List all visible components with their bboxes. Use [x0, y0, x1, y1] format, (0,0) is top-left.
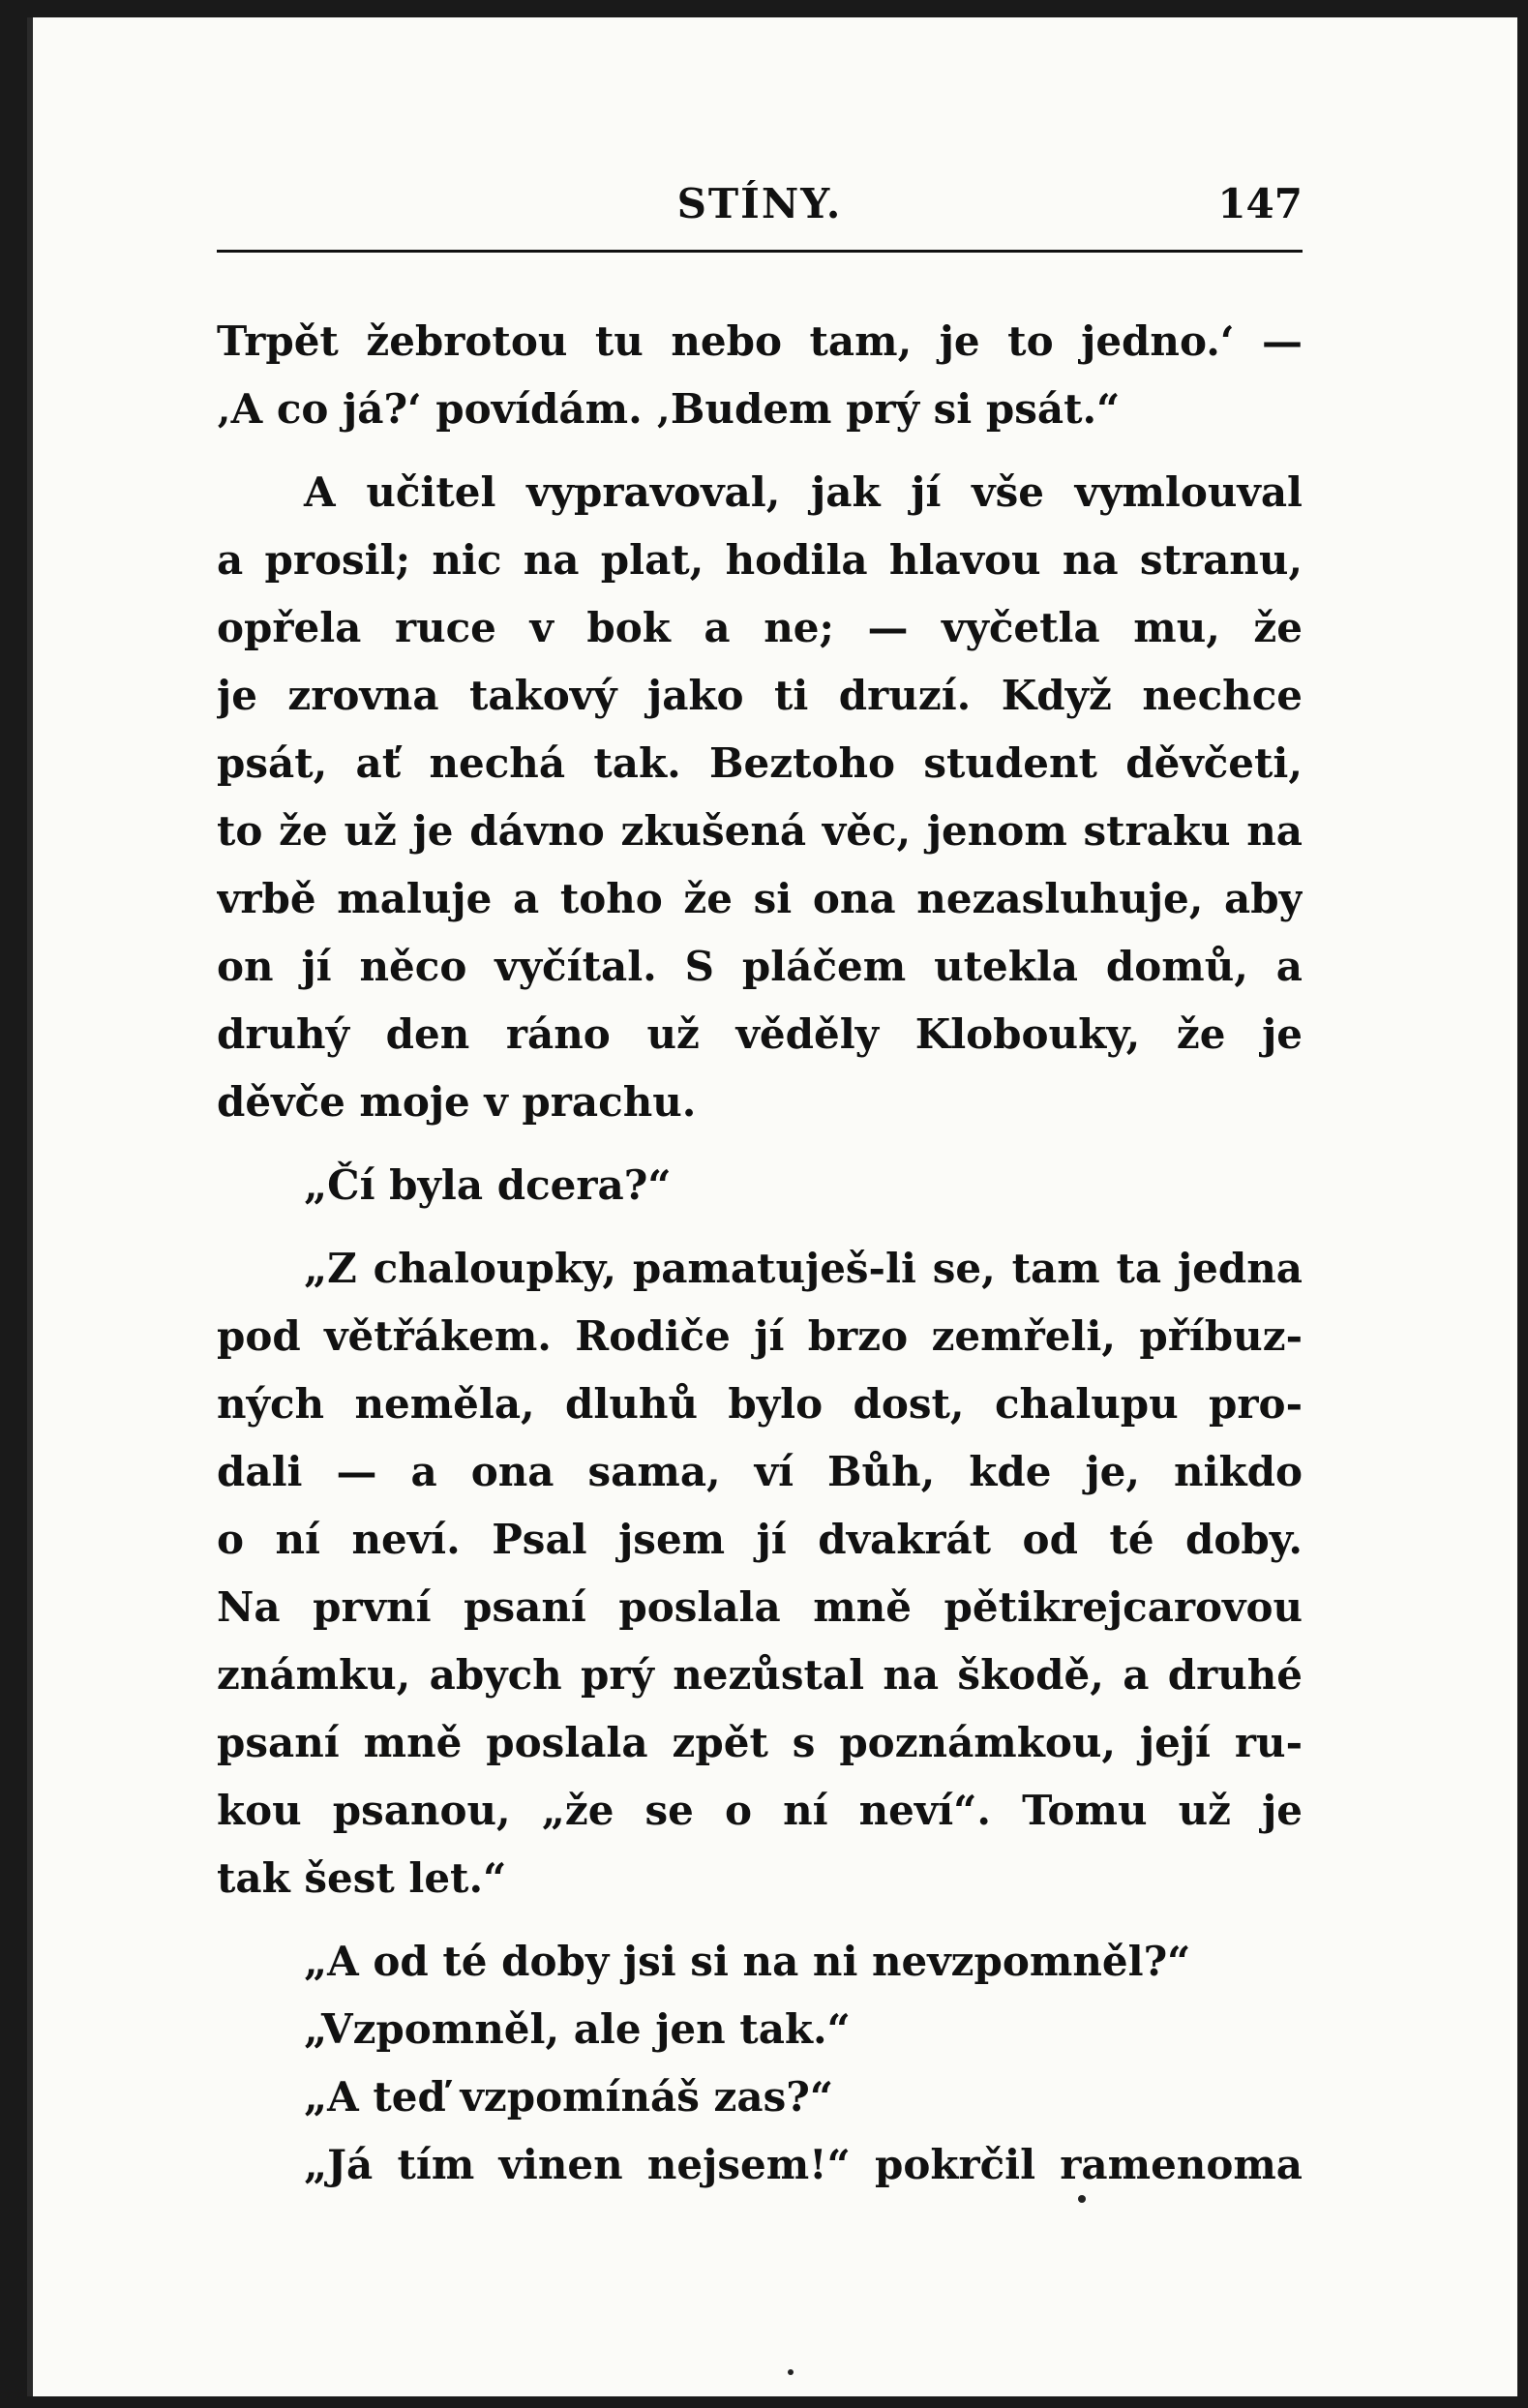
text-line: „A teď vzpomínáš zas?“ [304, 2073, 834, 2121]
page-header [217, 163, 1303, 253]
page-number: 147 [1217, 180, 1303, 227]
ink-speck [788, 2369, 794, 2375]
paragraph [217, 1996, 1303, 2063]
text-line: ‚A co já?‘ povídám. ‚Budem prý si psát.“ [217, 385, 1121, 433]
text-line: vrbě maluje a toho že si ona nezasluhuje, aby [217, 875, 1303, 922]
text-line: „Já tím vinen nejsem!“ pokrčil ramenoma [304, 2141, 1303, 2188]
text-line: dali — a ona sama, ví Bůh, kde je, nikdo [217, 1448, 1303, 1495]
text-line: psát, ať nechá tak. Beztoho student děvčeti, [217, 739, 1303, 787]
paragraph [217, 308, 1303, 443]
text-line: „Z chaloupky, pamatuješ-li se, tam ta jedna [304, 1245, 1303, 1292]
paragraph [217, 2131, 1303, 2199]
paragraph [217, 2063, 1303, 2131]
text-line: tak šest let.“ [217, 1854, 507, 1902]
text-line: Na první psaní poslala mně pětikrejcarovou [217, 1583, 1303, 1631]
text-line: kou psanou, „že se o ní neví“. Tomu už je [217, 1787, 1303, 1834]
text-line: je zrovna takový jako ti druzí. Když nechce [217, 672, 1303, 719]
text-line: druhý den ráno už věděly Klobouky, že je [217, 1010, 1303, 1058]
text-line: o ní neví. Psal jsem jí dvakrát od té doby. [217, 1516, 1303, 1563]
ink-speck [1078, 2195, 1086, 2203]
text-line: on jí něco vyčítal. S pláčem utekla domů, a [217, 943, 1303, 990]
text-line: a prosil; nic na plat, hodila hlavou na stranu, [217, 536, 1303, 584]
text-line: děvče moje v prachu. [217, 1078, 697, 1126]
text-line: „Vzpomněl, ale jen tak.“ [304, 2005, 851, 2053]
text-line: A učitel vypravoval, jak jí vše vymlouval [304, 468, 1303, 516]
paragraph [217, 1928, 1303, 1996]
paragraph [217, 1152, 1303, 1219]
body-text [217, 308, 1303, 2199]
text-line: to že už je dávno zkušená věc, jenom straku na [217, 807, 1303, 855]
text-line: Trpět žebrotou tu nebo tam, je to jedno.‘ — [217, 317, 1303, 365]
text-line: známku, abych prý nezůstal na škodě, a druhé [217, 1651, 1303, 1699]
text-line: psaní mně poslala zpět s poznámkou, její ru- [217, 1719, 1303, 1766]
text-line: „Čí byla dcera?“ [304, 1161, 672, 1209]
paragraph [217, 1235, 1303, 1912]
text-line: pod větřákem. Rodiče jí brzo zemřeli, příbuz- [217, 1312, 1303, 1360]
text-line: opřela ruce v bok a ne; — vyčetla mu, že [217, 604, 1303, 651]
text-line: ných neměla, dluhů bylo dost, chalupu pro- [217, 1380, 1303, 1428]
book-page [27, 17, 1517, 2396]
text-line: „A od té doby jsi si na ni nevzpomněl?“ [304, 1938, 1191, 1985]
paragraph [217, 459, 1303, 1136]
running-title: STÍNY. [676, 180, 843, 227]
